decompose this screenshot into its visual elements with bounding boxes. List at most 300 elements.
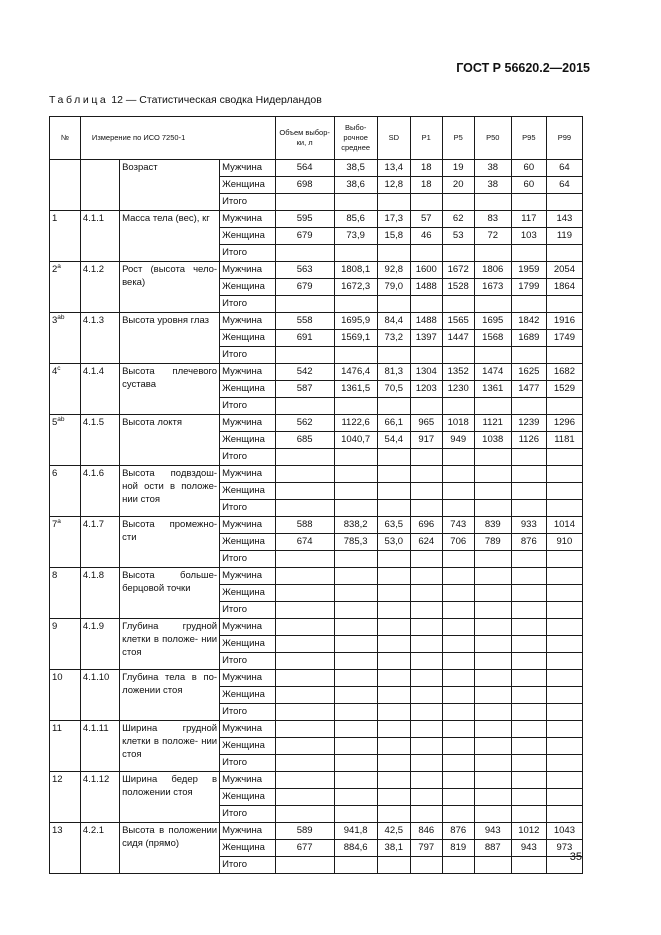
value-cell xyxy=(275,500,334,517)
table-header-row xyxy=(50,117,583,160)
value-cell: 1600 xyxy=(410,262,442,279)
value-cell xyxy=(442,687,474,704)
value-cell xyxy=(442,755,474,772)
value-cell: 79,0 xyxy=(377,279,410,296)
value-cell xyxy=(442,738,474,755)
gender-label: Мужчина xyxy=(220,670,276,687)
value-cell: 1672 xyxy=(442,262,474,279)
value-cell xyxy=(410,245,442,262)
row-number xyxy=(50,415,81,466)
value-cell xyxy=(442,398,474,415)
value-cell: 73,2 xyxy=(377,330,410,347)
gender-label: Мужчина xyxy=(220,313,276,330)
value-cell xyxy=(511,245,546,262)
value-cell xyxy=(546,721,582,738)
value-cell: 973 xyxy=(546,840,582,857)
value-cell: 1568 xyxy=(474,330,511,347)
value-cell xyxy=(410,398,442,415)
row-number xyxy=(50,160,81,211)
value-cell: 1304 xyxy=(410,364,442,381)
value-cell xyxy=(546,789,582,806)
value-cell: 933 xyxy=(511,517,546,534)
value-cell xyxy=(546,806,582,823)
value-cell xyxy=(546,194,582,211)
value-cell xyxy=(410,772,442,789)
iso-code: 4.1.12 xyxy=(80,772,119,823)
value-cell xyxy=(275,568,334,585)
value-cell: 54,4 xyxy=(377,432,410,449)
value-cell xyxy=(442,653,474,670)
value-cell xyxy=(334,585,377,602)
value-cell xyxy=(275,602,334,619)
header-measurement: Измерение по ИСО 7250-1 xyxy=(80,117,275,160)
iso-code: 4.1.7 xyxy=(80,517,119,568)
row-number-text: 13 xyxy=(52,825,63,836)
value-cell: 72 xyxy=(474,228,511,245)
value-cell: 1230 xyxy=(442,381,474,398)
value-cell xyxy=(474,755,511,772)
header-p1: P1 xyxy=(410,117,442,160)
value-cell xyxy=(334,466,377,483)
value-cell xyxy=(546,602,582,619)
value-cell xyxy=(377,466,410,483)
iso-code: 4.1.6 xyxy=(80,466,119,517)
value-cell xyxy=(377,755,410,772)
iso-code: 4.1.5 xyxy=(80,415,119,466)
value-cell: 691 xyxy=(275,330,334,347)
value-cell xyxy=(410,857,442,874)
value-cell xyxy=(377,619,410,636)
value-cell xyxy=(511,585,546,602)
value-cell: 66,1 xyxy=(377,415,410,432)
value-cell: 1122,6 xyxy=(334,415,377,432)
footnote-marker: c xyxy=(57,364,61,372)
value-cell xyxy=(511,806,546,823)
value-cell xyxy=(334,551,377,568)
value-cell xyxy=(546,500,582,517)
iso-code: 4.1.3 xyxy=(80,313,119,364)
value-cell xyxy=(377,296,410,313)
value-cell xyxy=(546,398,582,415)
value-cell xyxy=(511,466,546,483)
value-cell: 797 xyxy=(410,840,442,857)
measurement-name: Глубина тела в по- ложении стоя xyxy=(120,670,220,721)
value-cell xyxy=(377,653,410,670)
value-cell: 53 xyxy=(442,228,474,245)
row-number xyxy=(50,313,81,364)
value-cell: 1361,5 xyxy=(334,381,377,398)
value-cell xyxy=(377,483,410,500)
measurement-name: Высота больше- берцовой точки xyxy=(120,568,220,619)
value-cell xyxy=(546,568,582,585)
value-cell: 1203 xyxy=(410,381,442,398)
value-cell: 1181 xyxy=(546,432,582,449)
value-cell xyxy=(410,449,442,466)
value-cell xyxy=(275,670,334,687)
value-cell xyxy=(334,483,377,500)
row-number xyxy=(50,568,81,619)
value-cell: 910 xyxy=(546,534,582,551)
value-cell: 19 xyxy=(442,160,474,177)
value-cell xyxy=(474,602,511,619)
value-cell xyxy=(275,806,334,823)
header-sample-size: Объем выбор- ки, л xyxy=(275,117,334,160)
measurement-name: Высота уровня глаз xyxy=(120,313,220,364)
value-cell xyxy=(474,806,511,823)
gender-label: Итого xyxy=(220,245,276,262)
value-cell xyxy=(511,653,546,670)
value-cell xyxy=(442,568,474,585)
value-cell xyxy=(474,483,511,500)
gender-label: Женщина xyxy=(220,483,276,500)
value-cell xyxy=(334,755,377,772)
value-cell xyxy=(410,755,442,772)
value-cell xyxy=(511,738,546,755)
value-cell: 1864 xyxy=(546,279,582,296)
value-cell xyxy=(474,687,511,704)
value-cell xyxy=(546,738,582,755)
value-cell xyxy=(546,653,582,670)
value-cell xyxy=(442,670,474,687)
gender-label: Итого xyxy=(220,500,276,517)
row-number xyxy=(50,721,81,772)
value-cell xyxy=(511,483,546,500)
gender-label: Мужчина xyxy=(220,619,276,636)
table-row xyxy=(50,721,583,738)
gender-label: Женщина xyxy=(220,636,276,653)
value-cell: 819 xyxy=(442,840,474,857)
value-cell xyxy=(334,568,377,585)
value-cell: 13,4 xyxy=(377,160,410,177)
value-cell xyxy=(511,194,546,211)
value-cell: 12,8 xyxy=(377,177,410,194)
value-cell xyxy=(334,687,377,704)
value-cell xyxy=(377,670,410,687)
value-cell xyxy=(442,602,474,619)
gender-label: Женщина xyxy=(220,789,276,806)
value-cell xyxy=(410,721,442,738)
value-cell xyxy=(442,483,474,500)
value-cell: 38,1 xyxy=(377,840,410,857)
value-cell: 1528 xyxy=(442,279,474,296)
gender-label: Итого xyxy=(220,857,276,874)
row-number-text: 12 xyxy=(52,774,63,785)
value-cell xyxy=(474,347,511,364)
value-cell: 117 xyxy=(511,211,546,228)
value-cell: 1361 xyxy=(474,381,511,398)
value-cell: 588 xyxy=(275,517,334,534)
value-cell xyxy=(511,670,546,687)
value-cell: 743 xyxy=(442,517,474,534)
value-cell xyxy=(474,585,511,602)
value-cell xyxy=(511,347,546,364)
value-cell: 1488 xyxy=(410,279,442,296)
value-cell: 2054 xyxy=(546,262,582,279)
value-cell xyxy=(334,449,377,466)
gender-label: Итого xyxy=(220,755,276,772)
value-cell xyxy=(377,602,410,619)
value-cell xyxy=(377,789,410,806)
value-cell: 674 xyxy=(275,534,334,551)
table-row xyxy=(50,772,583,789)
value-cell xyxy=(334,738,377,755)
value-cell xyxy=(377,449,410,466)
value-cell xyxy=(377,568,410,585)
gender-label: Мужчина xyxy=(220,160,276,177)
value-cell: 60 xyxy=(511,177,546,194)
value-cell xyxy=(410,619,442,636)
value-cell xyxy=(474,398,511,415)
value-cell xyxy=(334,194,377,211)
iso-code: 4.1.2 xyxy=(80,262,119,313)
value-cell xyxy=(275,296,334,313)
row-number-text: 6 xyxy=(52,468,58,479)
measurement-name: Ширина бедер в положении стоя xyxy=(120,772,220,823)
value-cell: 1799 xyxy=(511,279,546,296)
value-cell: 696 xyxy=(410,517,442,534)
value-cell xyxy=(334,500,377,517)
value-cell xyxy=(377,704,410,721)
value-cell: 965 xyxy=(410,415,442,432)
table-row xyxy=(50,364,583,381)
value-cell xyxy=(410,585,442,602)
value-cell xyxy=(511,619,546,636)
value-cell: 949 xyxy=(442,432,474,449)
row-number-text: 1 xyxy=(52,213,58,224)
value-cell xyxy=(546,636,582,653)
footnote-marker: a xyxy=(57,517,61,525)
value-cell xyxy=(511,449,546,466)
gender-label: Женщина xyxy=(220,228,276,245)
value-cell xyxy=(410,687,442,704)
gender-label: Итого xyxy=(220,296,276,313)
value-cell xyxy=(442,857,474,874)
value-cell: 706 xyxy=(442,534,474,551)
value-cell: 1625 xyxy=(511,364,546,381)
value-cell xyxy=(275,755,334,772)
value-cell xyxy=(442,500,474,517)
value-cell xyxy=(442,551,474,568)
value-cell xyxy=(275,585,334,602)
gender-label: Итого xyxy=(220,551,276,568)
value-cell: 81,3 xyxy=(377,364,410,381)
value-cell: 57 xyxy=(410,211,442,228)
value-cell: 1682 xyxy=(546,364,582,381)
iso-code: 4.1.9 xyxy=(80,619,119,670)
value-cell: 1239 xyxy=(511,415,546,432)
value-cell xyxy=(442,636,474,653)
value-cell xyxy=(377,636,410,653)
value-cell: 1842 xyxy=(511,313,546,330)
value-cell xyxy=(275,483,334,500)
value-cell: 876 xyxy=(511,534,546,551)
value-cell: 562 xyxy=(275,415,334,432)
value-cell xyxy=(377,738,410,755)
table-row xyxy=(50,517,583,534)
value-cell xyxy=(410,704,442,721)
value-cell: 1808,1 xyxy=(334,262,377,279)
value-cell: 1040,7 xyxy=(334,432,377,449)
value-cell xyxy=(511,296,546,313)
value-cell xyxy=(275,245,334,262)
value-cell xyxy=(474,296,511,313)
value-cell: 1959 xyxy=(511,262,546,279)
value-cell xyxy=(275,721,334,738)
value-cell xyxy=(511,568,546,585)
iso-code: 4.1.4 xyxy=(80,364,119,415)
value-cell: 15,8 xyxy=(377,228,410,245)
value-cell: 1126 xyxy=(511,432,546,449)
iso-code: 4.1.8 xyxy=(80,568,119,619)
value-cell xyxy=(377,857,410,874)
gender-label: Женщина xyxy=(220,432,276,449)
value-cell: 595 xyxy=(275,211,334,228)
header-p50: P50 xyxy=(474,117,511,160)
value-cell: 84,4 xyxy=(377,313,410,330)
row-number-text: 9 xyxy=(52,621,58,632)
value-cell: 1689 xyxy=(511,330,546,347)
value-cell: 887 xyxy=(474,840,511,857)
value-cell xyxy=(275,636,334,653)
iso-code: 4.1.10 xyxy=(80,670,119,721)
value-cell xyxy=(275,619,334,636)
header-sd: SD xyxy=(377,117,410,160)
gender-label: Мужчина xyxy=(220,211,276,228)
value-cell xyxy=(275,789,334,806)
value-cell: 73,9 xyxy=(334,228,377,245)
value-cell xyxy=(474,653,511,670)
value-cell xyxy=(275,857,334,874)
value-cell xyxy=(410,653,442,670)
value-cell xyxy=(334,602,377,619)
value-cell xyxy=(334,704,377,721)
footnote-marker: a xyxy=(57,262,61,270)
row-number xyxy=(50,211,81,262)
value-cell xyxy=(511,551,546,568)
row-number-text: 11 xyxy=(52,723,62,734)
value-cell xyxy=(334,857,377,874)
value-cell: 1121 xyxy=(474,415,511,432)
value-cell xyxy=(377,551,410,568)
value-cell xyxy=(410,789,442,806)
value-cell xyxy=(410,466,442,483)
value-cell xyxy=(377,194,410,211)
value-cell xyxy=(474,245,511,262)
value-cell xyxy=(474,636,511,653)
table-row xyxy=(50,415,583,432)
row-number-text: 3 xyxy=(52,315,58,326)
value-cell xyxy=(410,347,442,364)
row-number xyxy=(50,619,81,670)
value-cell: 103 xyxy=(511,228,546,245)
value-cell xyxy=(275,194,334,211)
page-number: 35 xyxy=(569,851,582,863)
row-number-text: 10 xyxy=(52,672,63,683)
value-cell: 1018 xyxy=(442,415,474,432)
gender-label: Мужчина xyxy=(220,364,276,381)
value-cell xyxy=(474,857,511,874)
value-cell: 884,6 xyxy=(334,840,377,857)
gender-label: Мужчина xyxy=(220,721,276,738)
value-cell xyxy=(474,466,511,483)
gender-label: Женщина xyxy=(220,279,276,296)
iso-code: 4.2.1 xyxy=(80,823,119,874)
value-cell: 943 xyxy=(474,823,511,840)
value-cell: 679 xyxy=(275,228,334,245)
gender-label: Мужчина xyxy=(220,262,276,279)
value-cell xyxy=(334,653,377,670)
value-cell xyxy=(474,449,511,466)
value-cell: 1916 xyxy=(546,313,582,330)
measurement-name: Высота подвздош- ной ости в положе- нии стоя xyxy=(120,466,220,517)
value-cell: 38,5 xyxy=(334,160,377,177)
value-cell xyxy=(334,245,377,262)
measurement-name: Рост (высота чело- века) xyxy=(120,262,220,313)
value-cell xyxy=(511,857,546,874)
value-cell: 876 xyxy=(442,823,474,840)
value-cell xyxy=(410,500,442,517)
value-cell: 1695,9 xyxy=(334,313,377,330)
value-cell xyxy=(546,670,582,687)
value-cell: 1447 xyxy=(442,330,474,347)
value-cell: 119 xyxy=(546,228,582,245)
table-row xyxy=(50,211,583,228)
gender-label: Мужчина xyxy=(220,772,276,789)
value-cell xyxy=(442,296,474,313)
value-cell xyxy=(546,704,582,721)
value-cell: 1672,3 xyxy=(334,279,377,296)
value-cell xyxy=(546,449,582,466)
value-cell xyxy=(546,687,582,704)
footnote-marker: ab xyxy=(57,313,65,321)
value-cell xyxy=(275,704,334,721)
value-cell xyxy=(442,772,474,789)
value-cell xyxy=(377,721,410,738)
value-cell xyxy=(275,449,334,466)
gender-label: Итого xyxy=(220,602,276,619)
value-cell: 1569,1 xyxy=(334,330,377,347)
value-cell xyxy=(275,398,334,415)
header-no: № xyxy=(50,117,81,160)
value-cell xyxy=(275,772,334,789)
table-caption xyxy=(49,94,322,106)
table-body xyxy=(50,160,583,874)
value-cell: 38 xyxy=(474,177,511,194)
value-cell: 1476,4 xyxy=(334,364,377,381)
value-cell xyxy=(334,772,377,789)
value-cell: 785,3 xyxy=(334,534,377,551)
value-cell: 92,8 xyxy=(377,262,410,279)
value-cell xyxy=(474,721,511,738)
value-cell: 917 xyxy=(410,432,442,449)
value-cell xyxy=(410,194,442,211)
document-standard-code: ГОСТ Р 56620.2—2015 xyxy=(456,61,590,75)
value-cell xyxy=(546,483,582,500)
value-cell: 589 xyxy=(275,823,334,840)
value-cell: 60 xyxy=(511,160,546,177)
gender-label: Женщина xyxy=(220,738,276,755)
table-row xyxy=(50,160,583,177)
value-cell xyxy=(511,500,546,517)
row-number-text: 2 xyxy=(52,264,58,275)
gender-label: Итого xyxy=(220,653,276,670)
value-cell xyxy=(474,670,511,687)
value-cell: 846 xyxy=(410,823,442,840)
value-cell xyxy=(474,194,511,211)
gender-label: Женщина xyxy=(220,534,276,551)
table-row xyxy=(50,823,583,840)
value-cell: 20 xyxy=(442,177,474,194)
